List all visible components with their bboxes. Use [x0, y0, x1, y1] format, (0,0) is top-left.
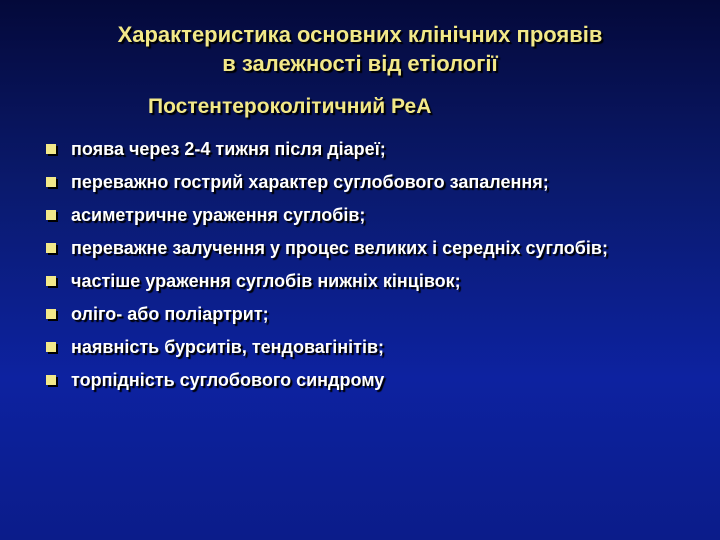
list-item-text: торпідність суглобового синдрому [71, 370, 385, 390]
square-bullet-icon [46, 144, 56, 154]
list-item [44, 136, 694, 162]
square-bullet-icon [46, 342, 56, 352]
square-bullet-icon [46, 177, 56, 187]
slide-title-line-2: в залежності від етіології [222, 51, 498, 76]
list-item-text: оліго- або поліартрит; [71, 304, 269, 324]
square-bullet-icon [46, 276, 56, 286]
list-item [44, 268, 694, 294]
slide-title [0, 20, 720, 78]
list-item-text: переважне залучення у процес великих і середніх суглобів; [71, 238, 608, 258]
list-item-text: частіше ураження суглобів нижніх кінцівок; [71, 271, 461, 291]
list-item-text: переважно гострий характер суглобового запалення; [71, 172, 549, 192]
list-item [44, 169, 694, 195]
slide-title-line-1: Характеристика основних клінічних проявів [117, 22, 603, 47]
list-item [44, 367, 694, 393]
list-item-text: поява через 2-4 тижня після діареї; [71, 139, 386, 159]
list-item [44, 202, 694, 228]
square-bullet-icon [46, 210, 56, 220]
slide-subtitle: Постентероколітичний РеА [148, 95, 432, 118]
square-bullet-icon [46, 375, 56, 385]
bullet-list [44, 136, 694, 400]
list-item [44, 235, 694, 261]
list-item [44, 301, 694, 327]
list-item-text: асиметричне ураження суглобів; [71, 205, 366, 225]
square-bullet-icon [46, 243, 56, 253]
square-bullet-icon [46, 309, 56, 319]
list-item [44, 334, 694, 360]
list-item-text: наявність бурситів, тендовагінітів; [71, 337, 385, 357]
